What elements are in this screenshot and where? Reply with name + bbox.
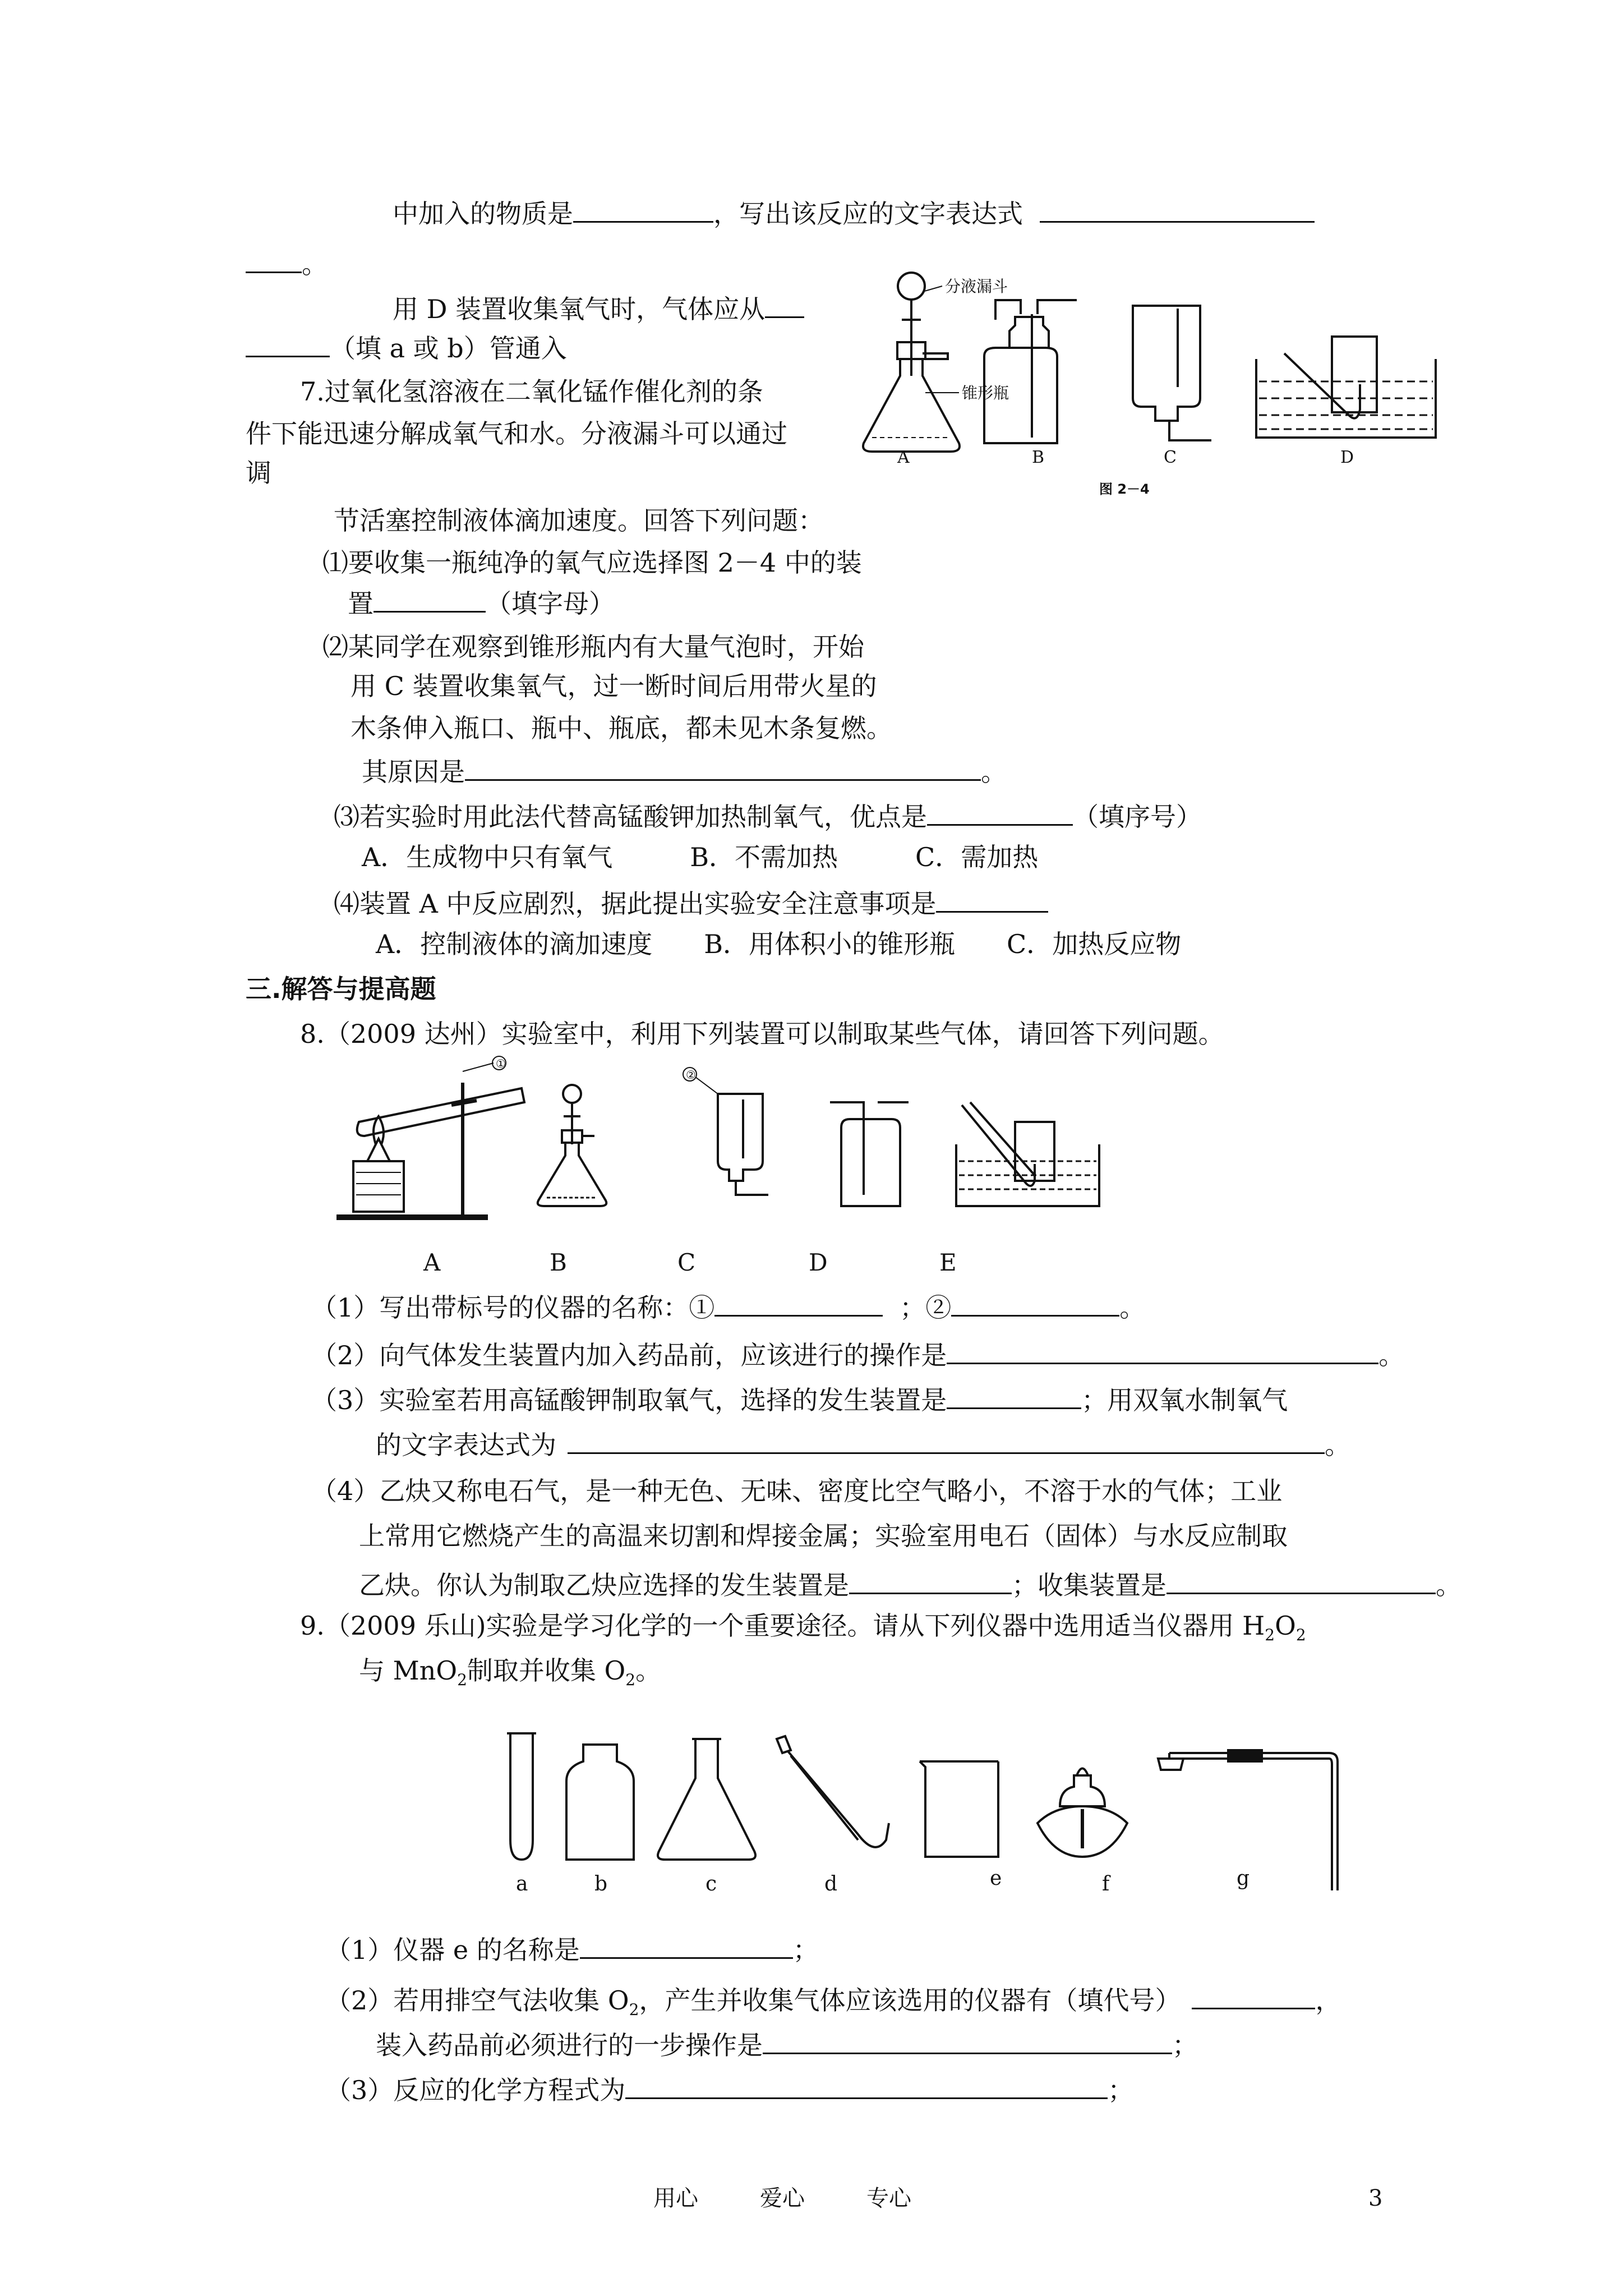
q8-part-3-line-1	[311, 1383, 1288, 1416]
question-9-line-1	[300, 1610, 1306, 1651]
line-3	[393, 292, 804, 325]
answer-blank[interactable]	[580, 1932, 793, 1959]
label-a: a	[516, 1872, 528, 1895]
q7-part-4-options: A．控制液体的滴加速度 B．用体积小的锥形瓶 C．加热反应物	[376, 929, 1182, 959]
apparatus-b-bottle	[984, 300, 1077, 443]
text: ⑷装置 A 中反应剧烈，据此提出实验安全注意事项是	[334, 889, 937, 919]
apparatus-a-heating	[336, 1056, 524, 1217]
section-heading: 三.解答与提高题	[246, 974, 436, 1004]
label-b: B	[550, 1249, 567, 1276]
text: 的文字表达式为	[376, 1430, 556, 1460]
figure-q9-instruments	[494, 1728, 1335, 1896]
answer-blank[interactable]	[951, 1290, 1119, 1317]
answer-blank[interactable]	[765, 292, 804, 318]
answer-blank[interactable]	[246, 247, 302, 273]
text: 置	[348, 588, 374, 619]
q7-part-2-line-4	[362, 754, 1007, 788]
subscript: 2	[625, 1671, 636, 1690]
text: （2）若用排空气法收集 O	[325, 1985, 629, 2016]
label-funnel: 分液漏斗	[945, 277, 1008, 296]
answer-blank[interactable]	[573, 196, 713, 223]
q8-part-4-line-2: 上常用它燃烧产生的高温来切割和焊接金属；实验室用电石（固体）与水反应制取	[359, 1521, 1288, 1551]
instrument-c-conical-flask	[658, 1739, 755, 1860]
text: （2）向气体发生装置内加入药品前，应该进行的操作是	[311, 1340, 947, 1370]
apparatus-e-water-collection	[956, 1102, 1099, 1206]
instrument-f-alcohol-lamp	[1038, 1769, 1127, 1857]
answer-blank[interactable]	[947, 1383, 1081, 1409]
marker-2: ②	[686, 1068, 696, 1082]
answer-blank[interactable]	[927, 799, 1073, 826]
label-b: b	[594, 1872, 608, 1895]
text: 。	[1119, 1292, 1146, 1323]
text: ；	[792, 1935, 819, 1965]
text: （3）实验室若用高锰酸钾制取氧气，选择的发生装置是	[311, 1385, 947, 1415]
footer-motto	[653, 2185, 911, 2212]
q7-part-3-options: A．生成物中只有氧气 B．不需加热 C．需加热	[362, 842, 1039, 872]
label-a: A	[897, 448, 910, 467]
text: ，写出该反应的文字表达式	[713, 199, 1023, 229]
text: 乙炔。你认为制取乙炔应选择的发生装置是	[359, 1570, 849, 1600]
figure-caption: 图 2－4	[1099, 481, 1150, 497]
q7-part-2-line-2: 用 C 装置收集氧气，过一断时间后用带火星的	[351, 671, 877, 701]
label-c: C	[677, 1249, 696, 1276]
text: O	[1275, 1611, 1296, 1641]
answer-blank[interactable]	[1192, 1983, 1315, 2009]
question-7-line-1: 7.过氧化氢溶液在二氧化锰作催化剂的条	[300, 376, 763, 407]
instrument-e-beaker	[920, 1761, 998, 1857]
q7-part-2-line-3: 木条伸入瓶口、瓶中、瓶底，都未见木条复燃。	[351, 713, 892, 743]
label-d: D	[809, 1249, 828, 1276]
figure-2-4	[841, 258, 1469, 505]
q9-part-3	[325, 2073, 1133, 2106]
question-7-intro: 节活塞控制液体滴加速度。回答下列问题：	[334, 505, 824, 536]
label-g: g	[1237, 1867, 1250, 1890]
apparatus-a-funnel-flask	[863, 273, 960, 452]
label-c: C	[1164, 448, 1177, 467]
answer-blank[interactable]	[849, 1568, 1012, 1594]
apparatus-b-funnel-flask	[538, 1085, 607, 1206]
question-7-line-2: 件下能迅速分解成氧气和水。分液漏斗可以通过	[246, 418, 787, 449]
label-flask: 锥形瓶	[962, 384, 1009, 402]
text: ，产生并收集气体应该选用的仪器有（填代号）	[639, 1985, 1181, 2016]
apparatus-d-upward-collection	[830, 1102, 909, 1206]
question-9-line-2	[359, 1655, 661, 1696]
q8-part-4-line-1: （4）乙炔又称电石气，是一种无色、无味、密度比空气略小，不溶于水的气体；工业	[311, 1476, 1283, 1506]
text: 。	[1378, 1340, 1405, 1370]
line-2	[246, 247, 328, 280]
q7-part-3-line-1	[334, 799, 1202, 832]
question-8-stem: 8.（2009 达州）实验室中，利用下列装置可以制取某些气体，请回答下列问题。	[300, 1019, 1224, 1049]
apparatus-c-downward-collection	[683, 1068, 768, 1195]
text: （填 a 或 b）管通入	[330, 333, 567, 364]
q9-part-2-line-2	[376, 2028, 1198, 2061]
subscript: 2	[457, 1671, 467, 1690]
q9-part-1	[325, 1932, 819, 1966]
apparatus-c-inverted-bottle	[1133, 306, 1211, 440]
answer-blank[interactable]	[1040, 196, 1315, 223]
label-c: c	[706, 1872, 717, 1895]
line-4	[246, 331, 567, 364]
label-a: A	[423, 1249, 441, 1276]
text: （1）写出带标号的仪器的名称：①	[311, 1292, 715, 1323]
subscript: 2	[629, 2000, 639, 2019]
footer-word: 爱心	[760, 2185, 805, 2211]
instrument-b-gas-jar	[566, 1745, 634, 1860]
text: ；②	[900, 1292, 952, 1323]
apparatus-d-water-trough	[1256, 337, 1436, 438]
line-1	[393, 196, 1315, 229]
q7-part-2-line-1: ⑵某同学在观察到锥形瓶内有大量气泡时，开始	[322, 632, 864, 662]
q8-part-3-line-2	[376, 1428, 1350, 1461]
q7-part-4-line-1	[334, 886, 1048, 919]
label-e: E	[939, 1249, 957, 1276]
footer-word: 用心	[653, 2185, 698, 2211]
label-e: e	[990, 1867, 1002, 1890]
answer-blank[interactable]	[246, 331, 330, 357]
text: （1）仪器 e 的名称是	[325, 1935, 580, 1965]
text: 中加入的物质是	[393, 199, 573, 229]
q9-part-2-line-1	[325, 1983, 1341, 2026]
text: （3）反应的化学方程式为	[325, 2075, 626, 2105]
answer-blank[interactable]	[1166, 1568, 1436, 1594]
instrument-a-test-tube	[507, 1733, 536, 1860]
q7-part-1-line-2	[348, 586, 615, 619]
text: 与 MnO	[359, 1655, 458, 1686]
q8-part-4-line-3	[359, 1568, 1461, 1601]
label-d: D	[1340, 448, 1354, 467]
text: ，	[1315, 1985, 1341, 2016]
footer-word: 专心	[866, 2185, 911, 2211]
q7-part-1-line-1: ⑴要收集一瓶纯净的氧气应选择图 2－4 中的装	[322, 547, 862, 578]
text: ；用双氧水制氧气	[1081, 1385, 1288, 1415]
answer-blank[interactable]	[763, 2028, 1172, 2054]
q8-part-2	[311, 1338, 1404, 1371]
answer-blank[interactable]	[936, 886, 1048, 913]
page-number: 3	[1368, 2185, 1383, 2211]
text: ；	[1172, 2030, 1198, 2060]
text: （填序号）	[1073, 802, 1202, 832]
answer-blank[interactable]	[714, 1290, 883, 1317]
label-b: B	[1032, 448, 1045, 467]
instrument-d-stopper-tube	[777, 1736, 889, 1847]
text: 。	[635, 1655, 662, 1686]
answer-blank[interactable]	[625, 2073, 1108, 2099]
text: 。	[981, 757, 1007, 787]
subscript: 2	[1295, 1626, 1306, 1645]
subscript: 2	[1265, 1626, 1275, 1645]
text: 。	[302, 249, 328, 279]
text: （填字母）	[486, 588, 615, 619]
text: 制取并收集 O	[467, 1655, 626, 1686]
q8-part-1	[311, 1290, 1145, 1323]
marker-1: ①	[496, 1057, 506, 1070]
text: 9.（2009 乐山)实验是学习化学的一个重要途径。请从下列仪器中选用适当仪器用 H	[300, 1611, 1265, 1641]
text: 。	[1325, 1430, 1350, 1460]
answer-blank[interactable]	[465, 754, 981, 781]
text: 用 D 装置收集氧气时，气体应从	[393, 294, 766, 324]
answer-blank[interactable]	[374, 586, 486, 613]
label-f: f	[1102, 1872, 1110, 1895]
answer-blank[interactable]	[947, 1338, 1378, 1364]
figure-q8-apparatus	[325, 1057, 1234, 1285]
text: 装入药品前必须进行的一步操作是	[376, 2030, 763, 2060]
text: 。	[1436, 1570, 1461, 1600]
text: ⑶若实验时用此法代替高锰酸钾加热制氧气，优点是	[334, 802, 927, 832]
text: ；	[1108, 2075, 1134, 2105]
answer-blank[interactable]	[568, 1428, 1325, 1454]
label-d: d	[824, 1872, 838, 1895]
text: 其原因是	[362, 757, 465, 787]
question-7-line-3: 调	[246, 458, 271, 488]
text: ；收集装置是	[1012, 1570, 1166, 1600]
